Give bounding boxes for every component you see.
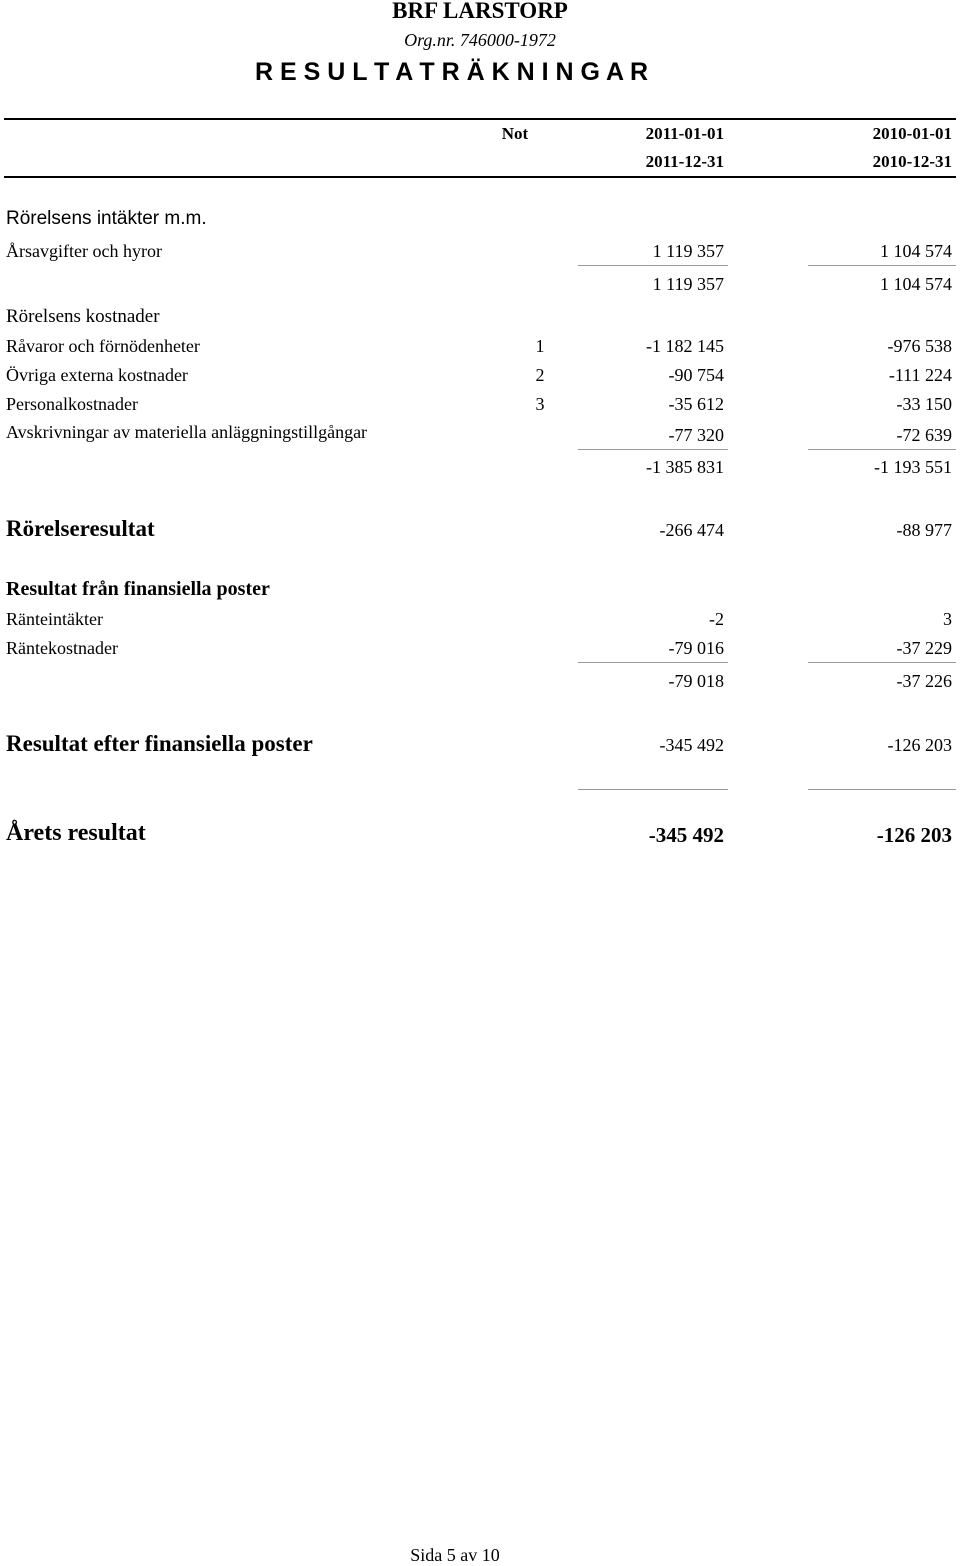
income-heading: Rörelsens intäkter m.m. — [6, 208, 207, 229]
after-financial-current: -345 492 — [659, 735, 724, 755]
cost-row-prior: -976 538 — [887, 336, 952, 356]
after-financial-label: Resultat efter finansiella poster — [6, 731, 313, 756]
note-column-header: Not — [501, 124, 529, 143]
cost-row-prior: -72 639 — [896, 425, 952, 445]
cost-row-current: -35 612 — [668, 394, 724, 414]
cost-row-note: 3 — [535, 394, 545, 414]
company-name: BRF LARSTORP — [392, 0, 568, 23]
org-number: Org.nr. 746000-1972 — [404, 30, 556, 50]
operating-result-current: -266 474 — [659, 520, 724, 540]
header-bottom-rule — [4, 176, 956, 178]
cost-row-label: Avskrivningar av materiella anläggningstillgångar — [6, 422, 368, 442]
financial-row-label: Räntekostnader — [6, 638, 118, 658]
financial-row-current: -79 016 — [668, 638, 724, 658]
year-result-prior: -126 203 — [876, 823, 952, 847]
current-period-to: 2011-12-31 — [645, 152, 724, 171]
costs-current-rule — [578, 449, 728, 450]
after-financial-prior: -126 203 — [887, 735, 952, 755]
cost-row-prior: -111 224 — [888, 365, 952, 385]
report-title: R E S U L T A T R Ä K N I N G A R — [255, 58, 649, 86]
income-subtotal-current: 1 119 357 — [652, 274, 724, 294]
financial-current-rule — [578, 662, 728, 663]
prior-period-from: 2010-01-01 — [872, 124, 952, 143]
income-current-rule — [578, 265, 728, 266]
income-row-label: Årsavgifter och hyror — [6, 241, 162, 261]
costs-prior-rule — [808, 449, 956, 450]
costs-heading: Rörelsens kostnader — [6, 306, 160, 327]
page-number: Sida 5 av 10 — [410, 1545, 500, 1565]
operating-result-label: Rörelseresultat — [6, 516, 155, 541]
cost-row-note: 1 — [535, 336, 545, 356]
header-top-rule — [4, 118, 956, 120]
cost-row-current: -1 182 145 — [646, 336, 724, 356]
costs-subtotal-prior: -1 193 551 — [874, 457, 952, 477]
costs-subtotal-current: -1 385 831 — [646, 457, 724, 477]
year-result-label: Årets resultat — [6, 820, 146, 846]
cost-row-prior: -33 150 — [896, 394, 952, 414]
cost-row-current: -90 754 — [668, 365, 724, 385]
current-period-from: 2011-01-01 — [645, 124, 724, 143]
cost-row-label: Personalkostnader — [6, 394, 138, 414]
financial-row-current: -2 — [709, 609, 724, 629]
cost-row-label: Övriga externa kostnader — [6, 365, 188, 385]
financial-row-prior: -37 229 — [896, 638, 952, 658]
financial-subtotal-prior: -37 226 — [896, 671, 952, 691]
operating-result-prior: -88 977 — [896, 520, 952, 540]
financial-row-prior: 3 — [943, 609, 952, 629]
cost-row-current: -77 320 — [668, 425, 724, 445]
income-row-prior: 1 104 574 — [880, 241, 952, 261]
cost-row-label: Råvaror och förnödenheter — [6, 336, 200, 356]
result-prior-rule — [808, 789, 956, 790]
financial-row-label: Ränteintäkter — [6, 609, 103, 629]
financial-subtotal-current: -79 018 — [668, 671, 724, 691]
cost-row-note: 2 — [535, 365, 545, 385]
income-row-current: 1 119 357 — [652, 241, 724, 261]
prior-period-to: 2010-12-31 — [872, 152, 952, 171]
income-subtotal-prior: 1 104 574 — [880, 274, 952, 294]
financial-heading: Resultat från finansiella poster — [6, 578, 270, 600]
result-current-rule — [578, 789, 728, 790]
income-prior-rule — [808, 265, 956, 266]
year-result-current: -345 492 — [648, 823, 724, 847]
financial-prior-rule — [808, 662, 956, 663]
